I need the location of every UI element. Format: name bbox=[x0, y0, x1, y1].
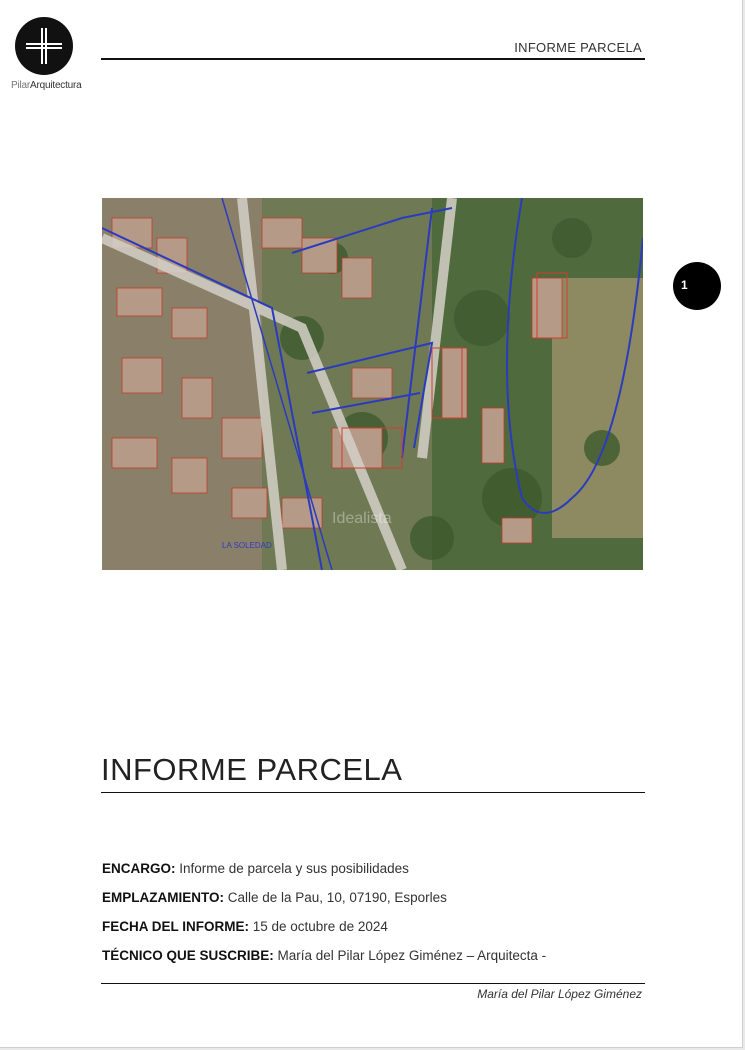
header-title: INFORME PARCELA bbox=[514, 40, 642, 55]
field-value: María del Pilar López Giménez – Arquitecta - bbox=[273, 948, 547, 963]
field-label: EMPLAZAMIENTO: bbox=[102, 890, 224, 905]
document-title: INFORME PARCELA bbox=[101, 752, 403, 787]
field-encargo bbox=[102, 861, 409, 876]
page-number-badge bbox=[673, 262, 721, 310]
cross-logo-icon bbox=[15, 17, 73, 75]
page-number: 1 bbox=[681, 278, 688, 292]
field-value: 15 de octubre de 2024 bbox=[249, 919, 388, 934]
logo-wordmark bbox=[11, 80, 82, 91]
company-logo bbox=[15, 17, 73, 75]
field-label: ENCARGO: bbox=[102, 861, 176, 876]
header-divider bbox=[101, 58, 645, 60]
map-street-label: LA SOLEDAD bbox=[222, 541, 272, 550]
signature-divider bbox=[101, 983, 645, 984]
title-divider bbox=[101, 792, 645, 793]
logo-brand-bold: Arquitectura bbox=[30, 80, 82, 91]
field-tecnico bbox=[102, 948, 546, 963]
aerial-cadastral-map bbox=[102, 198, 643, 570]
field-emplazamiento bbox=[102, 890, 447, 905]
field-fecha bbox=[102, 919, 388, 934]
map-watermark: Idealista bbox=[332, 510, 392, 527]
logo-brand-light: Pilar bbox=[11, 80, 31, 91]
field-value: Calle de la Pau, 10, 07190, Esporles bbox=[224, 890, 447, 905]
field-value: Informe de parcela y sus posibilidades bbox=[175, 861, 409, 876]
field-label: FECHA DEL INFORME: bbox=[102, 919, 249, 934]
field-label: TÉCNICO QUE SUSCRIBE: bbox=[102, 948, 274, 963]
signature-name: María del Pilar López Giménez bbox=[477, 987, 642, 1001]
